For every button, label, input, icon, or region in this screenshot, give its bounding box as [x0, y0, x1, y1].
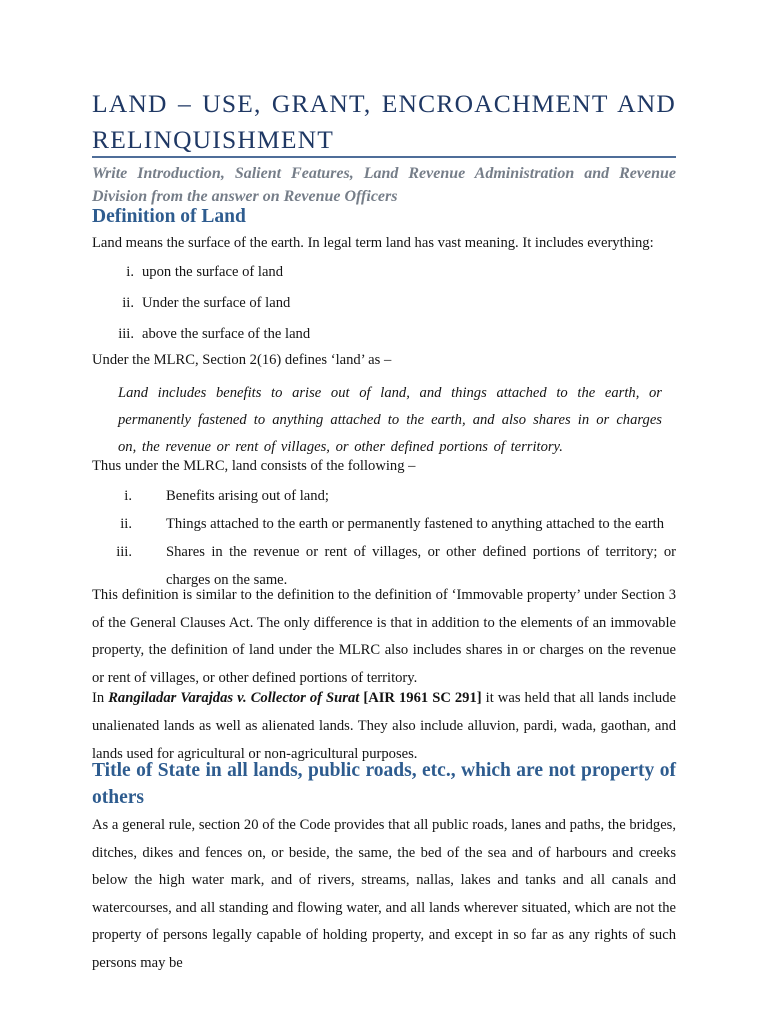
list-item-text: Things attached to the earth or permanently fastened to anything attached to the earth [166, 516, 665, 532]
title-underline-rule [92, 156, 676, 158]
paragraph-intro: Land means the surface of the earth. In legal term land has vast meaning. It includes everything: [92, 235, 654, 251]
list-item-text: upon the surface of land [142, 264, 284, 280]
list-item-numeral: iii. [118, 326, 134, 342]
list-item-numeral: iii. [116, 544, 132, 560]
list-item-text: Shares in the revenue or rent of villages, or other defined portions of territory; or charges on the same. [166, 544, 676, 588]
paragraph-definition-similar: This definition is similar to the definition to the definition of ‘Immovable property’ under Section 3 of the General Clauses Act. The only difference is that in addition to the elements of an immovable property, the definition of land under the MLRC also includes shares in or charges on the revenue or rent of villages, or other defined portions of territory. [92, 587, 676, 686]
paragraph-general-rule: As a general rule, section 20 of the Code provides that all public roads, lanes and paths, the bridges, ditches, dikes and fences on, or beside, the same, the bed of the sea and of harbours and creeks below the high water mark, and of rivers, streams, nallas, lakes and tanks and all canals and watercourses, and all standing and flowing water, and all lands wherever situated, which are not the property of persons legally capable of holding property, and except in so far as any rights of such persons may be [92, 817, 676, 971]
paragraph-case-law [92, 684, 676, 768]
list-item-numeral: ii. [122, 295, 134, 311]
case-name: Rangiladar Varajdas v. Collector of Surat [108, 690, 360, 706]
paragraph-thus-under-mlrc: Thus under the MLRC, land consists of the following – [92, 458, 416, 474]
list-item [92, 320, 676, 348]
case-citation: [AIR 1961 SC 291] [359, 690, 482, 706]
document-title: LAND – USE, GRANT, ENCROACHMENT AND RELINQUISHMENT [92, 89, 676, 154]
paragraph-mlrc-defines: Under the MLRC, Section 2(16) defines ‘land’ as – [92, 352, 392, 368]
heading-title-of-state: Title of State in all lands, public roads, etc., which are not property of others [92, 760, 676, 808]
list-item [92, 510, 676, 538]
list-item [92, 482, 676, 510]
list-surface-of-land [92, 258, 676, 351]
document-subtitle: Write Introduction, Salient Features, Land Revenue Administration and Revenue Division from the answer on Revenue Officers [92, 165, 676, 205]
case-prefix: In [92, 690, 109, 706]
list-item-numeral: i. [126, 264, 134, 280]
list-item-numeral: i. [124, 488, 132, 504]
list-item-text: above the surface of the land [142, 326, 311, 342]
blockquote-land-definition: Land includes benefits to arise out of land, and things attached to the earth, or permanently fastened to anything attached to the earth, and also shares in or charges on, the revenue or rent of villages, or other defined portions of territory. [118, 385, 662, 455]
list-item-text: Benefits arising out of land; [166, 488, 329, 504]
list-item-numeral: ii. [120, 516, 132, 532]
heading-definition-of-land: Definition of Land [92, 206, 246, 227]
list-item [92, 289, 676, 317]
list-item-text: Under the surface of land [142, 295, 291, 311]
case-holding: it was held that all lands include unalienated lands as well as alienated lands. They also include alluvion, pardi, wada, gaothan, and lands used for agricultural or non-agricultural purposes. [92, 690, 676, 762]
list-land-consists-of [92, 482, 676, 594]
list-item [92, 258, 676, 286]
